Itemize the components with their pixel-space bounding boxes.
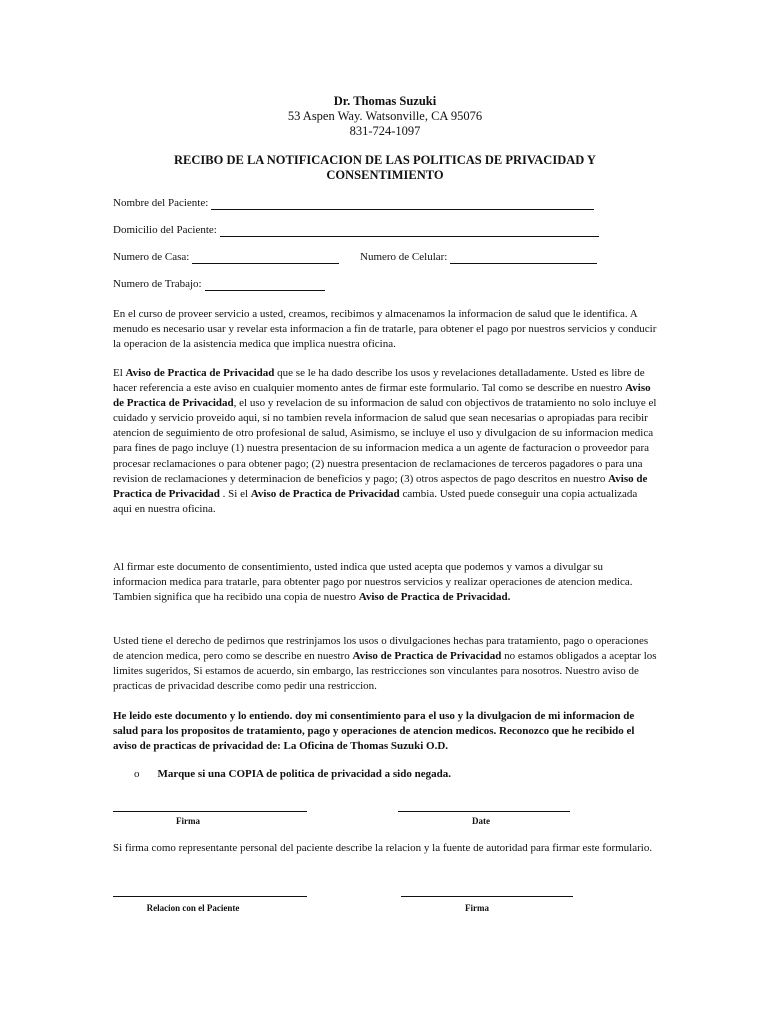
signature-line-2[interactable] [401, 896, 573, 897]
home-number-label: Numero de Casa: [113, 251, 190, 263]
office-address: 53 Aspen Way. Watsonville, CA 95076 [287, 109, 483, 123]
relation-line[interactable] [113, 896, 307, 897]
document-title: RECIBO DE LA NOTIFICACION DE LAS POLITICAS DE PRIVACIDAD Y CONSENTIMIENTO [174, 153, 596, 182]
relation-label: Relacion con el Paciente [146, 903, 240, 913]
patient-name-input-line[interactable] [211, 199, 594, 210]
home-number-input-line[interactable] [192, 253, 339, 264]
paragraph-privacy-notice: El Aviso de Practica de Privacidad que se le ha dado describe los usos y revelaciones detalladamente. Usted es libre de hacer referencia a este aviso en cualquier momento antes de firmar este formulario. Tal como se describe en nuestro Aviso de Practica de Privacidad, el uso y revelacion de su informacion de salud con objectivos de tratamiento no solo incluye el cuidado y servicio proveido aqui, si no tambien revela informacion de salud que sean necesarias o apropiadas para recibir atencion de seguimiento de otro profesional de salud, Asimismo, se incluye el uso y divulgacion de su informacion medica para fines de pago incluye (1) nuestra presentacion de su informacion medica a un agente de facturacion o proveedor para procesar reclamaciones o para obtener pago; (2) nuestra presentacion de reclamaciones de terceros pagadores o para una revision de reclamaciones y determinacion de beneficios y pago; (3) otros aspectos de pago descritos en nuestro Aviso de Practica de Privacidad . Si el Aviso de Practica de Privacidad cambia. Usted puede conseguir una copia actualizada aqui en nuestra oficina. [113, 367, 657, 515]
copy-denied-label: Marque si una COPIA de politica de privacidad a sido negada. [157, 768, 451, 780]
patient-name-label: Nombre del Paciente: [113, 197, 209, 209]
paragraph-consent: Al firmar este documento de consentimiento, usted indica que usted acepta que podemos y vamos a divulgar su informacion medica para tratarle, para obtenter pago por nuestros servicios y realizar operaciones de atencion medica. Tambien significa que ha recibido una copia de nuestro Aviso de Practica de Privacidad. [113, 561, 633, 604]
cell-number-input-line[interactable] [450, 253, 597, 264]
cell-number-label: Numero de Celular: [360, 251, 448, 263]
work-number-label: Numero de Trabajo: [113, 278, 202, 290]
patient-name-field [113, 197, 594, 210]
signature-label-1: Firma [176, 816, 200, 826]
patient-address-label: Domicilio del Paciente: [113, 224, 217, 236]
signature-label-2: Firma [465, 903, 489, 913]
paragraph-restriction-rights: Usted tiene el derecho de pedirnos que restrinjamos los usos o divulgaciones hechas para tratamiento, pago o operaciones de atencion medica, pero como se describe en nuestro Aviso de Practica de Privacidad no estamos obligados a aceptar los limites sugeridos, Si estamos de acuerdo, sin embargo, las restricciones son vinculantes para nosotros. Nuestro aviso de practicas de privacidad describe como pedir una restriccion. [113, 635, 657, 693]
office-phone: 831-724-1097 [349, 124, 421, 138]
work-number-input-line[interactable] [205, 280, 325, 291]
date-label: Date [472, 816, 490, 826]
copy-denied-checkbox-row[interactable] [134, 768, 451, 780]
work-number-field [113, 278, 325, 291]
signature-line-1[interactable] [113, 811, 307, 812]
cell-number-field [360, 251, 597, 264]
paragraph-acknowledgement: He leido este documento y lo entiendo. doy mi consentimiento para el uso y la divulgacion de mi informacion de salud para los propositos de tratamiento, pago y operaciones de atencion medicos. Reconozco que he recibido el aviso de practicas de privacidad de: La Oficina de Thomas Suzuki O.D. [113, 710, 635, 753]
doctor-name: Dr. Thomas Suzuki [333, 94, 437, 108]
checkbox-bullet[interactable]: o [134, 768, 140, 780]
paragraph-intro: En el curso de proveer servicio a usted, creamos, recibimos y almacenamos la informacion de salud que le identifica. A menudo es necesario usar y revelar esta informacion a fin de tratarle, para obtener el pago por nuestros servicios y conducir la operacion de la asistencia medica que implica nuestra oficina. [113, 308, 657, 351]
paragraph-representative: Si firma como representante personal del paciente describe la relacion y la fuente de autoridad para firmar este formulario. [113, 842, 653, 854]
patient-address-field [113, 224, 599, 237]
home-number-field [113, 251, 339, 264]
patient-address-input-line[interactable] [220, 226, 599, 237]
date-line[interactable] [398, 811, 570, 812]
